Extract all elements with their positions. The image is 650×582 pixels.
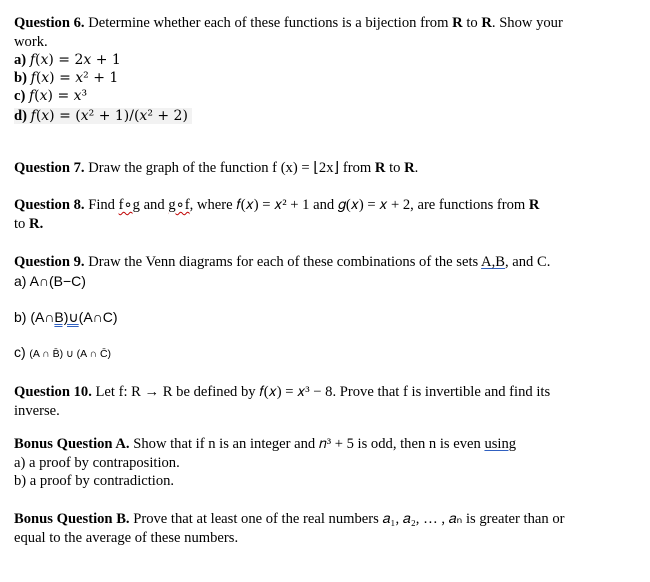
q6-R2: R xyxy=(481,15,492,31)
q6-to: to xyxy=(466,15,478,31)
q7-text1: Draw the graph of the function f (x) = ⌊2x⌋ from xyxy=(88,160,372,176)
bonusB-text1: Prove that at least one of the real numbers 𝑎₁, 𝑎₂, … , 𝑎ₙ is greater than or xyxy=(133,511,565,527)
q6-b-expr: 𝑓(𝑥) = 𝑥² + 1 xyxy=(30,70,119,86)
bonusA-a: a) a proof by contraposition. xyxy=(14,455,180,471)
q9-b-mid: B)∪ xyxy=(54,309,79,325)
q9-c-expr: (A ∩ B̄) ∪ (A ∩ C̄) xyxy=(29,348,112,360)
bonusB-line1 xyxy=(14,510,564,528)
q7-R1: R xyxy=(374,160,386,176)
bonusA-line1 xyxy=(14,435,516,453)
q6-text2: . Show your xyxy=(491,15,563,31)
q6-line1 xyxy=(14,14,563,32)
q9-sets: A,B xyxy=(481,254,505,270)
q8-gof: g∘f xyxy=(168,197,190,213)
bonusA-label: Bonus Question A. xyxy=(14,436,130,452)
q9-line1 xyxy=(14,253,550,271)
q8-text1: Find xyxy=(88,197,115,213)
q8-R1: R xyxy=(528,197,540,213)
bonusB-label: Bonus Question B. xyxy=(14,511,130,527)
q6-R1: R xyxy=(452,15,463,31)
q8-label: Question 8. xyxy=(14,197,85,213)
q6-item-a xyxy=(14,51,121,69)
q10-line1 xyxy=(14,383,550,401)
q6-item-c xyxy=(14,87,87,105)
q9-b-pre: b) (A∩ xyxy=(14,309,55,325)
q10-text1: Let f: R → R be defined by 𝑓(𝑥) = 𝑥³ − 8. Prove that f is invertible and find its xyxy=(95,384,551,400)
q6-a-expr: 𝑓(𝑥) = 2𝑥 + 1 xyxy=(29,52,121,68)
q9-c xyxy=(14,343,111,363)
q8-text3: to xyxy=(14,216,26,232)
bonusA-using: using xyxy=(484,436,517,452)
q6-text1: Determine whether each of these functions is a bijection from xyxy=(88,15,449,31)
q7-label: Question 7. xyxy=(14,160,85,176)
q8-fog: f∘g xyxy=(118,197,140,213)
q9-text2: , and C. xyxy=(504,254,551,270)
q8-line1 xyxy=(14,196,539,214)
q8-and: and xyxy=(143,197,165,213)
q9-a: a) A∩(B−C) xyxy=(14,273,86,289)
q7-end: . xyxy=(414,160,419,176)
q7-line xyxy=(14,159,418,177)
q6-b-label: b) xyxy=(14,70,27,86)
q9-b-post: (A∩C) xyxy=(78,309,118,325)
q9-b xyxy=(14,308,118,326)
q7-R2: R xyxy=(404,160,415,176)
bonusB-text2: equal to the average of these numbers. xyxy=(14,530,239,546)
q8-line2 xyxy=(14,215,43,233)
q10-label: Question 10. xyxy=(14,384,92,400)
q9-label: Question 9. xyxy=(14,254,85,270)
q6-d-label: d) xyxy=(14,108,27,124)
bonusA-b: b) a proof by contradiction. xyxy=(14,473,175,489)
q6-c-expr: 𝑓(𝑥) = 𝑥³ xyxy=(29,88,88,104)
q6-text3: work. xyxy=(14,34,48,50)
q6-item-d xyxy=(14,107,192,125)
q8-R2: R xyxy=(29,216,40,232)
q9-c-label: c) xyxy=(14,344,26,360)
q6-item-b xyxy=(14,69,118,87)
q8-text2: , where 𝑓(𝑥) = 𝑥² + 1 and 𝑔(𝑥) = 𝑥 + 2, are functions from xyxy=(189,197,526,213)
q6-d-expr: 𝑓(𝑥) = (𝑥² + 1)/(𝑥² + 2) xyxy=(30,108,188,124)
q6-a-label: a) xyxy=(14,52,27,68)
q7-to: to xyxy=(389,160,401,176)
q10-text2: inverse. xyxy=(14,403,60,419)
q8-end: . xyxy=(39,216,44,232)
q9-text1: Draw the Venn diagrams for each of these combinations of the sets xyxy=(88,254,479,270)
q6-c-label: c) xyxy=(14,88,26,104)
bonusA-text1: Show that if n is an integer and 𝑛³ + 5 is odd, then n is even xyxy=(133,436,481,452)
q6-label: Question 6. xyxy=(14,15,85,31)
